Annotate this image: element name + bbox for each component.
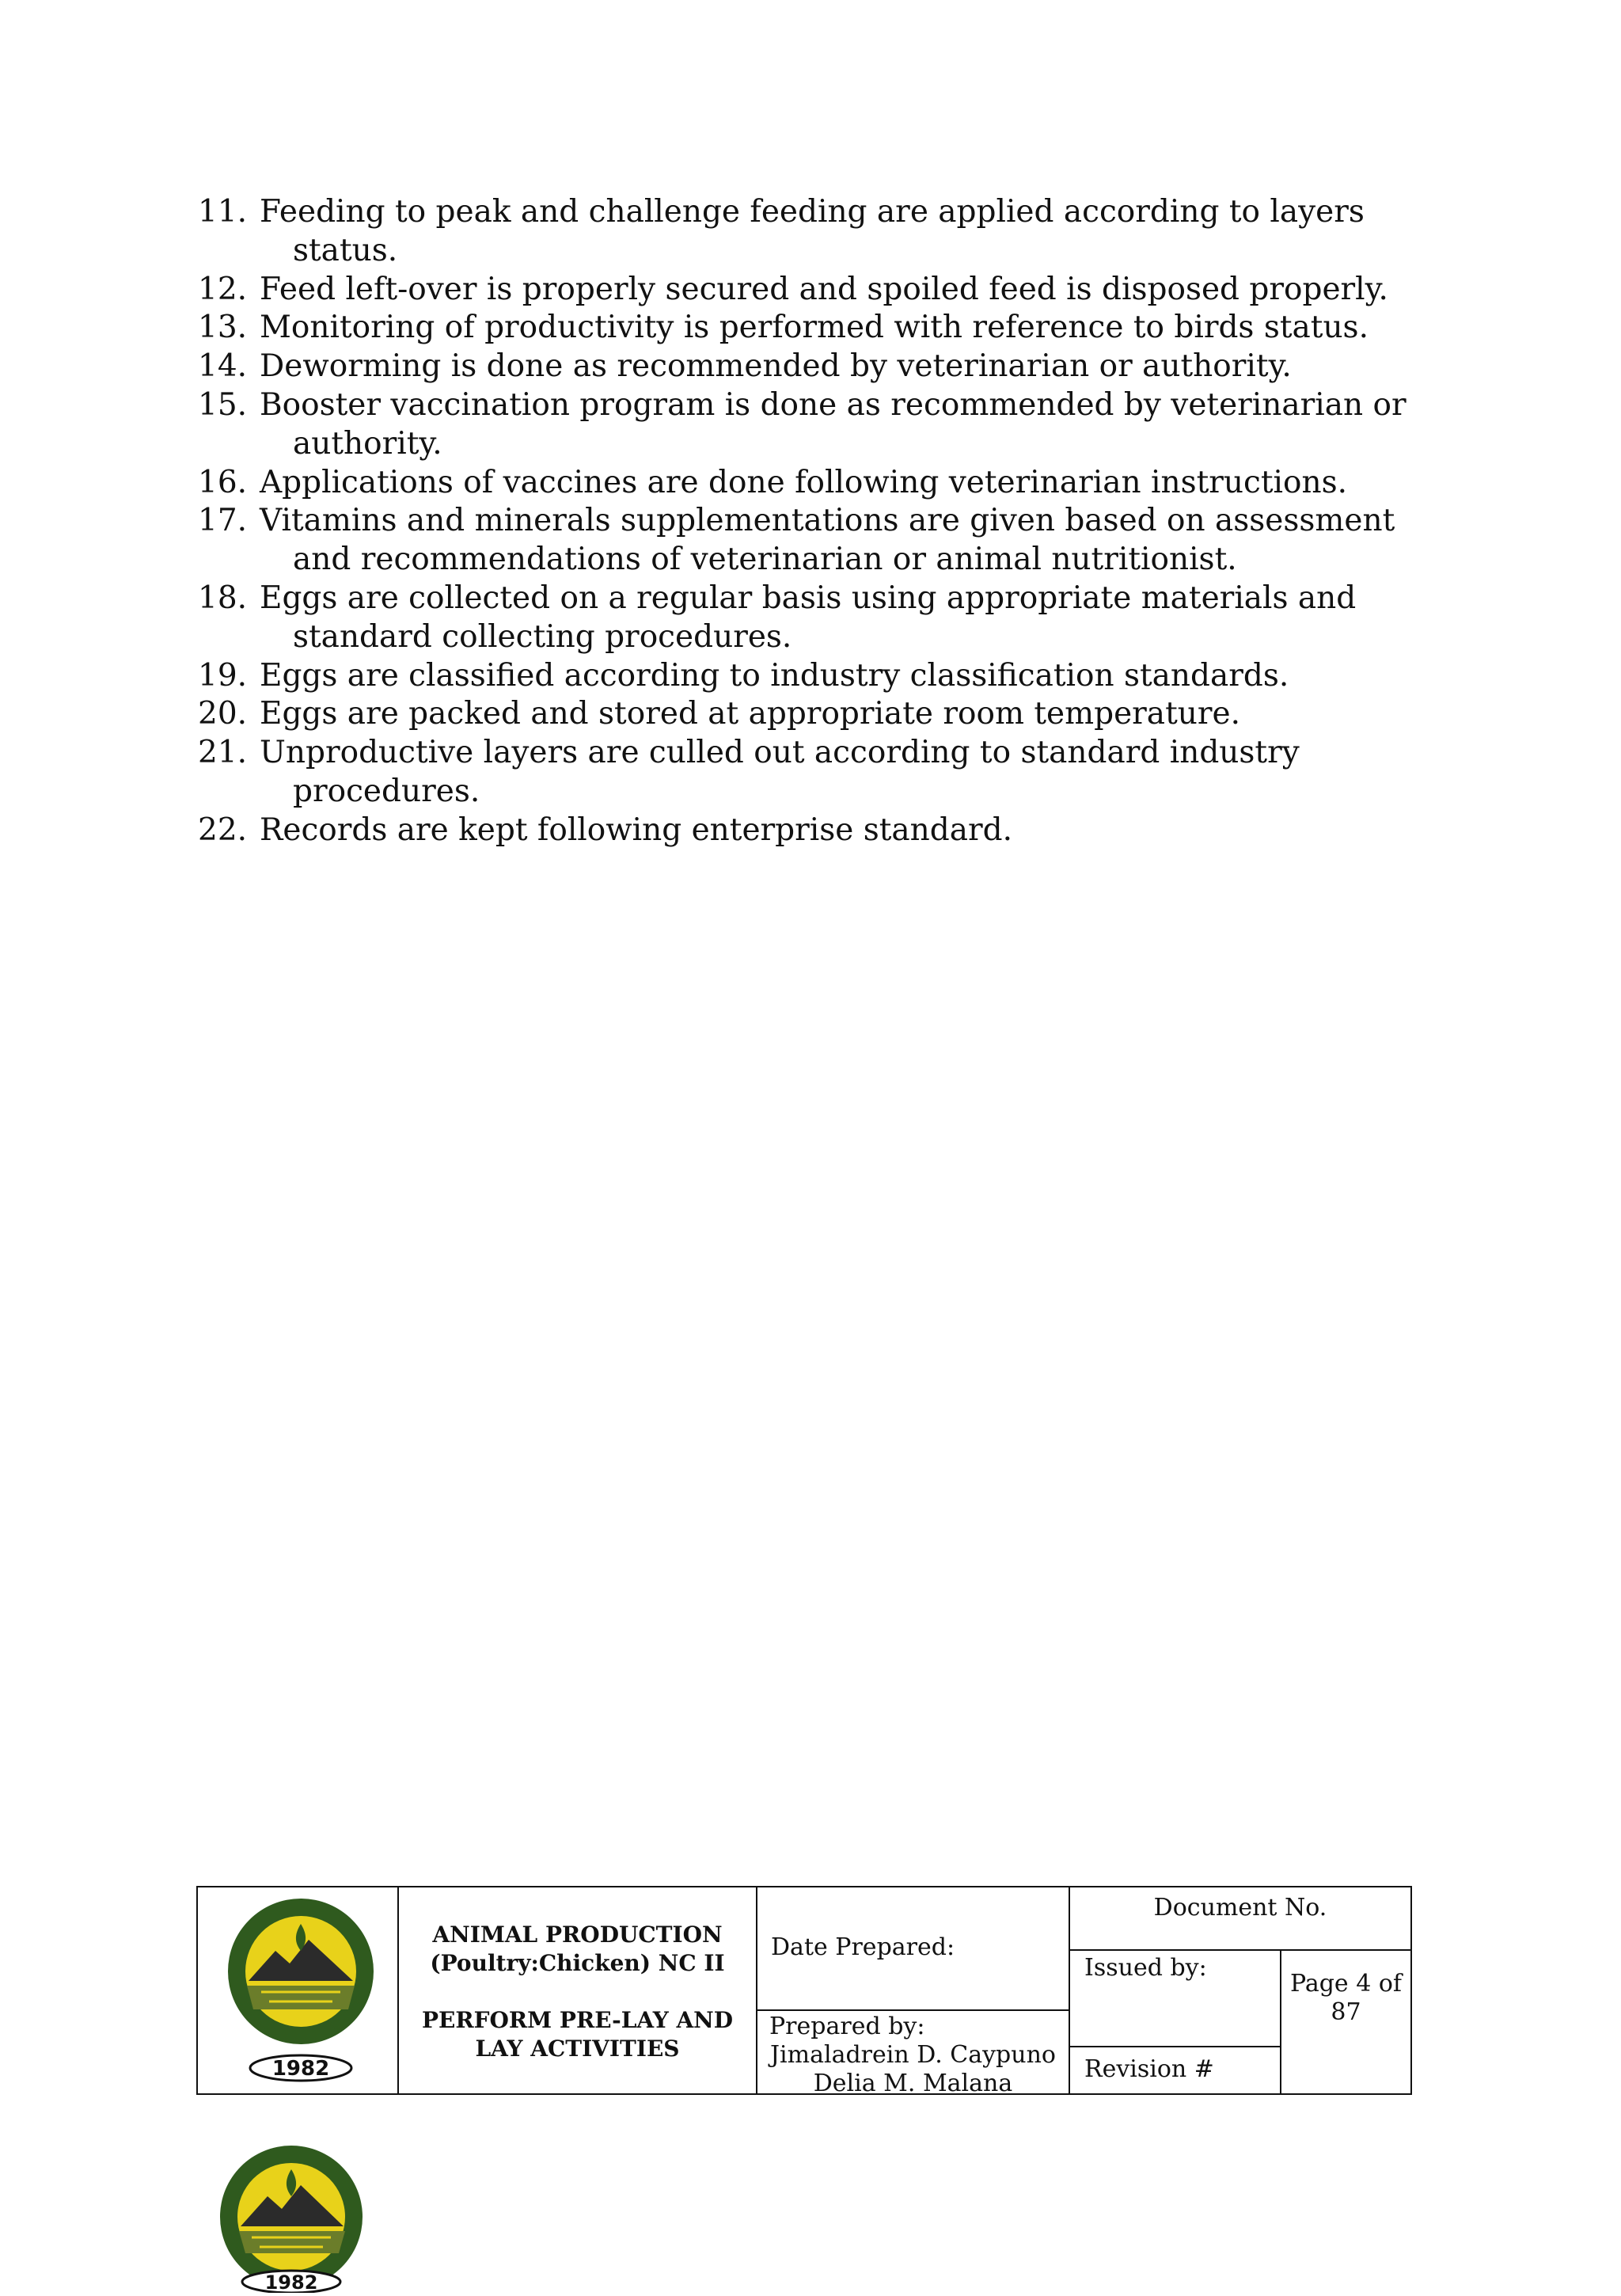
seal-year: 1982 <box>271 2057 330 2081</box>
criteria-list <box>198 193 1437 850</box>
list-item-text <box>260 812 1437 850</box>
list-item-text <box>260 386 1437 464</box>
list-item <box>198 580 1437 657</box>
list-item-continuation: standard collecting procedures. <box>293 618 792 655</box>
school-seal-icon <box>212 2142 370 2293</box>
list-item <box>198 309 1437 348</box>
course-title: ANIMAL PRODUCTION (Poultry:Chicken) NC II <box>430 1922 725 1976</box>
list-item-text <box>260 348 1437 386</box>
list-item-continuation: and recommendations of veterinarian or animal nutritionist. <box>293 542 1237 578</box>
list-item-number: 21. <box>198 735 248 771</box>
prepared-by-label: Prepared by: <box>769 2013 925 2040</box>
list-item-number: 17. <box>198 503 248 539</box>
list-item-continuation: procedures. <box>293 773 480 809</box>
list-item <box>198 812 1437 850</box>
seal-year: 1982 <box>264 2271 318 2293</box>
list-item-text <box>260 580 1437 657</box>
list-item-number: 16. <box>198 464 248 500</box>
list-item <box>198 502 1437 580</box>
list-item-first-line: Applications of vaccines are done following veterinarian instructions. <box>260 464 1348 500</box>
list-item <box>198 657 1437 696</box>
list-item <box>198 464 1437 503</box>
list-item-continuation: authority. <box>293 425 442 462</box>
list-item-text <box>260 695 1437 734</box>
issued-by-label: Issued by: <box>1084 1954 1207 1982</box>
list-item-first-line: Vitamins and minerals supplementations are given based on assessment <box>260 503 1395 539</box>
list-item <box>198 386 1437 464</box>
list-item-continuation: status. <box>293 232 398 268</box>
list-item-text <box>260 271 1437 310</box>
list-item-first-line: Monitoring of productivity is performed with reference to birds status. <box>260 310 1369 346</box>
list-item-text <box>260 502 1437 580</box>
list-item-text <box>260 309 1437 348</box>
document-no-label: Document No. <box>1153 1894 1327 1922</box>
list-item-number: 18. <box>198 580 248 616</box>
list-item-number: 20. <box>198 696 248 732</box>
list-item-first-line: Booster vaccination program is done as recommended by veterinarian or <box>260 386 1407 423</box>
list-item-text <box>260 657 1437 696</box>
list-item-text <box>260 734 1437 812</box>
list-item <box>198 695 1437 734</box>
authors: Jimaladrein D. Caypuno Delia M. Malana <box>770 2041 1056 2097</box>
list-item <box>198 271 1437 310</box>
list-item-first-line: Feeding to peak and challenge feeding are applied according to layers <box>260 194 1365 230</box>
list-item-text <box>260 193 1437 271</box>
list-item-first-line: Deworming is done as recommended by veterinarian or authority. <box>260 348 1292 385</box>
list-item-number: 22. <box>198 812 248 848</box>
list-item-number: 14. <box>198 348 248 385</box>
list-item-first-line: Eggs are packed and stored at appropriate room temperature. <box>260 696 1240 732</box>
page-number: Page 4 of 87 <box>1289 1970 1402 2026</box>
list-item <box>198 193 1437 271</box>
list-item-number: 11. <box>198 194 248 230</box>
bottom-seal <box>212 2142 370 2293</box>
document-footer-table <box>196 1886 1412 2095</box>
list-item <box>198 734 1437 812</box>
list-item-text <box>260 464 1437 503</box>
list-item-number: 15. <box>198 386 248 423</box>
date-prepared-label: Date Prepared: <box>771 1933 955 1961</box>
module-title: PERFORM PRE-LAY AND LAY ACTIVITIES <box>421 2007 734 2062</box>
school-logo-cell <box>214 1892 388 2089</box>
list-item-first-line: Records are kept following enterprise standard. <box>260 812 1013 848</box>
list-item <box>198 348 1437 386</box>
list-item-first-line: Eggs are collected on a regular basis using appropriate materials and <box>260 580 1357 616</box>
list-item-first-line: Feed left-over is properly secured and spoiled feed is disposed properly. <box>260 271 1388 307</box>
list-item-number: 19. <box>198 657 248 694</box>
revision-label: Revision # <box>1084 2055 1214 2083</box>
list-item-number: 13. <box>198 310 248 346</box>
list-item-first-line: Eggs are classified according to industry classification standards. <box>260 657 1289 694</box>
list-item-first-line: Unproductive layers are culled out according to standard industry <box>260 735 1300 771</box>
school-seal-icon <box>214 1892 388 2089</box>
list-item-number: 12. <box>198 271 248 307</box>
